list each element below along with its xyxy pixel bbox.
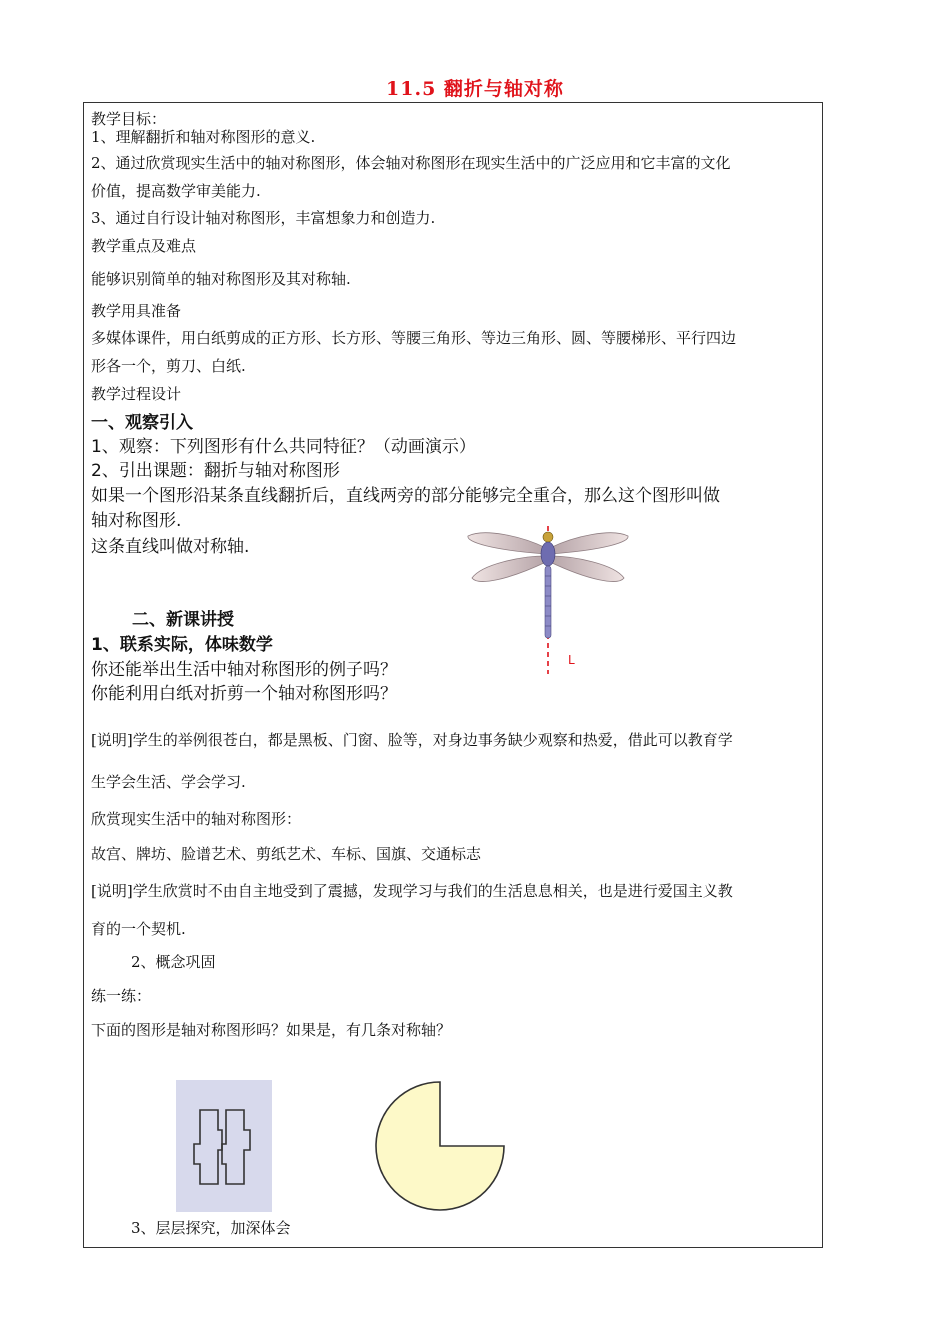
- note-line: [说明]学生的举例很苍白，都是黑板、门窗、脸等，对身边事务缺少观察和热爱，借此可以教育学: [91, 731, 733, 749]
- part-heading: 一、观察引入: [91, 413, 193, 433]
- note-line: [说明]学生欣赏时不由自主地受到了震撼，发现学习与我们的生活息息相关，也是进行爱国主义教: [91, 882, 733, 900]
- text-line: 你还能举出生活中轴对称图形的例子吗？: [91, 660, 397, 680]
- right-upper-wing: [550, 533, 628, 554]
- text-line: 欣赏现实生活中的轴对称图形：: [91, 810, 302, 828]
- text-line: 价值，提高数学审美能力.: [91, 182, 261, 200]
- dragonfly-head: [543, 532, 553, 542]
- section-heading: 教学目标：: [91, 110, 167, 128]
- text-line: 2、通过欣赏现实生活中的轴对称图形，体会轴对称图形在现实生活中的广泛应用和它丰富的文化: [91, 154, 731, 172]
- note-line: 生学会生活、学会学习.: [91, 773, 246, 791]
- text-line: 多媒体课件，用白纸剪成的正方形、长方形、等腰三角形、等边三角形、圆、等腰梯形、平行四边: [91, 329, 737, 347]
- section-heading: 教学重点及难点: [91, 237, 197, 255]
- text-line: 形各一个，剪刀、白纸.: [91, 357, 246, 375]
- subsection-heading: 3、层层探究，加深体会: [131, 1219, 291, 1237]
- text-line: 你能利用白纸对折剪一个轴对称图形吗？: [91, 684, 397, 704]
- dragonfly-abdomen: [545, 566, 551, 638]
- dragonfly-thorax: [541, 542, 555, 566]
- left-upper-wing: [468, 533, 546, 554]
- left-lower-wing: [472, 556, 546, 581]
- dragonfly-illustration: [462, 524, 632, 674]
- part-heading: 二、新课讲授: [132, 610, 234, 630]
- note-line: 育的一个契机.: [91, 920, 186, 938]
- text-line: 轴对称图形.: [91, 511, 182, 531]
- subsection-heading: 2、概念巩固: [131, 953, 216, 971]
- axis-label: L: [568, 653, 575, 667]
- right-lower-wing: [550, 556, 624, 581]
- pie-shape: [376, 1082, 504, 1210]
- text-line: 1、观察：下列图形有什么共同特征？（动画演示）: [91, 437, 476, 457]
- section-heading: 教学过程设计: [91, 385, 182, 403]
- text-line: 练一练：: [91, 987, 152, 1005]
- text-line: 3、通过自行设计轴对称图形，丰富想象力和创造力.: [91, 209, 436, 227]
- text-line: 2、引出课题：翻折与轴对称图形: [91, 461, 340, 481]
- subsection-heading: 1、联系实际，体味数学: [91, 635, 273, 655]
- text-line: 能够识别简单的轴对称图形及其对称轴.: [91, 270, 351, 288]
- three-quarter-circle-figure: [374, 1080, 514, 1212]
- text-line: 下面的图形是轴对称图形吗？如果是，有几条对称轴？: [91, 1021, 452, 1039]
- text-line: 这条直线叫做对称轴.: [91, 537, 250, 557]
- text-line: 1、理解翻折和轴对称图形的意义.: [91, 128, 316, 146]
- interlocking-shape-figure: [176, 1080, 272, 1212]
- section-heading: 教学用具准备: [91, 302, 182, 320]
- document-title: 11.5 翻折与轴对称: [386, 78, 564, 100]
- text-line: 故宫、牌坊、脸谱艺术、剪纸艺术、车标、国旗、交通标志: [91, 845, 482, 863]
- text-line: 如果一个图形沿某条直线翻折后，直线两旁的部分能够完全重合，那么这个图形叫做: [91, 486, 720, 506]
